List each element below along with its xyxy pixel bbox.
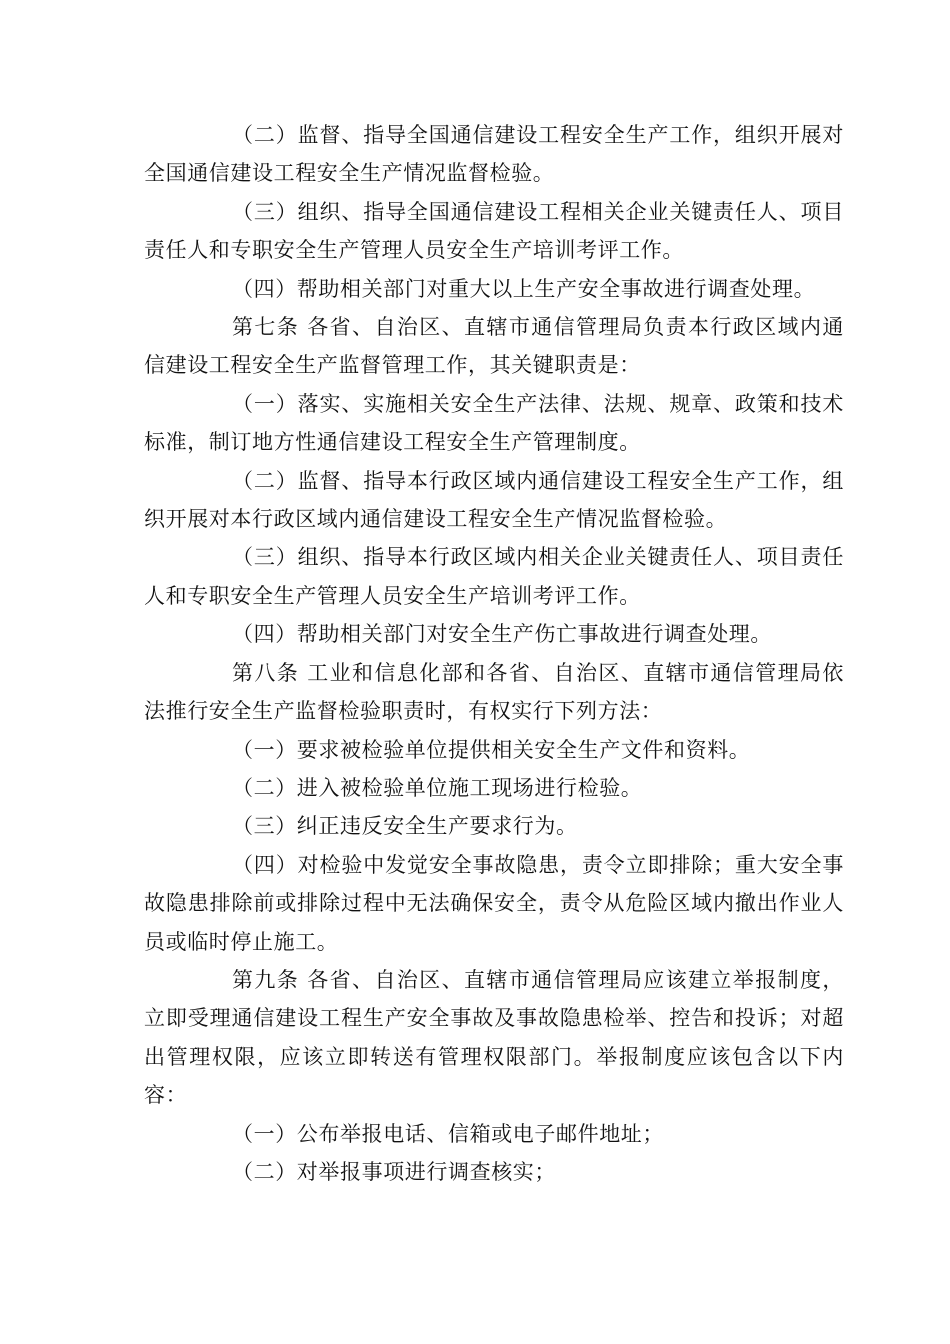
paragraph-2: （三）组织、指导全国通信建设工程相关企业关键责任人、项目责任人和专职安全生产管理人员安全生产培训考评工作。 (144, 199, 844, 263)
paragraph-11: （二）进入被检验单位施工现场进行检验。 (232, 775, 643, 800)
paragraph-13: （四）对检验中发觉安全事故隐患，责令立即排除；重大安全事故隐患排除前或排除过程中无法确保安全，责令从危险区域内撤出作业人员或临时停止施工。 (144, 852, 844, 954)
paragraph-12: （三）纠正违反安全生产要求行为。 (232, 814, 578, 839)
paragraph-5: （一）落实、实施相关安全生产法律、法规、规章、政策和技术标准，制订地方性通信建设工程安全生产管理制度。 (144, 391, 844, 455)
paragraph-3: （四）帮助相关部门对重大以上生产安全事故进行调查处理。 (232, 276, 816, 301)
document-body (144, 116, 844, 1191)
paragraph-10: （一）要求被检验单位提供相关安全生产文件和资料。 (232, 737, 751, 762)
paragraph-15: （一）公布举报电话、信箱或电子邮件地址； (232, 1121, 664, 1146)
article-7: 第七条 各省、自治区、直辖市通信管理局负责本行政区域内通信建设工程安全生产监督管理工作，其关键职责是： (144, 315, 844, 378)
paragraph-7: （三）组织、指导本行政区域内相关企业关键责任人、项目责任人和专职安全生产管理人员安全生产培训考评工作。 (144, 545, 844, 608)
paragraph-6: （二）监督、指导本行政区域内通信建设工程安全生产工作，组织开展对本行政区域内通信建设工程安全生产情况监督检验。 (144, 468, 844, 532)
paragraph-1: （二）监督、指导全国通信建设工程安全生产工作，组织开展对全国通信建设工程安全生产情况监督检验。 (144, 123, 844, 186)
article-9: 第九条 各省、自治区、直辖市通信管理局应该建立举报制度，立即受理通信建设工程生产安全事故及事故隐患检举、控告和投诉；对超出管理权限，应该立即转送有管理权限部门。举报制度应该包含以下内容： (144, 967, 844, 1108)
paragraph-16: （二）对举报事项进行调查核实； (232, 1159, 556, 1184)
article-8: 第八条 工业和信息化部和各省、自治区、直辖市通信管理局依法推行安全生产监督检验职责时，有权实行下列方法： (144, 660, 844, 724)
paragraph-8: （四）帮助相关部门对安全生产伤亡事故进行调查处理。 (232, 622, 772, 647)
